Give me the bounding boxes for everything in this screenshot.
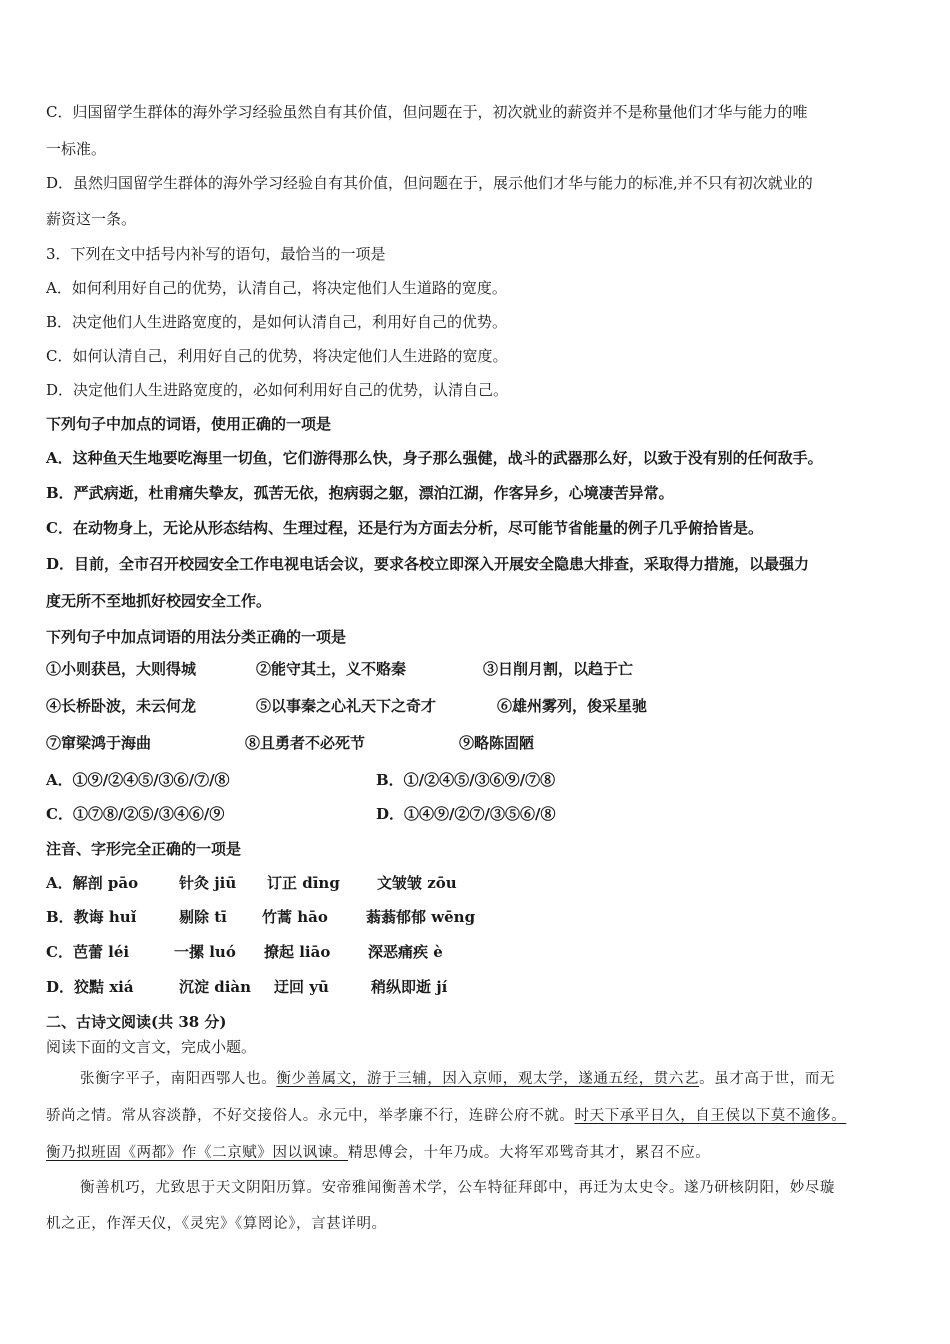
passage-text: 骄尚之情。常从容淡静，不好交接俗人。永元中，举孝廉不行，连辟公府不就。 bbox=[46, 1108, 575, 1124]
q4-option-b: B．严武病逝，杜甫痛失挚友，孤苦无依，抱病弱之躯，漂泊江湖，作客异乡，心境凄苦异常。 bbox=[46, 484, 674, 502]
q6-option-a-word-2: 针灸 jiū bbox=[179, 874, 237, 892]
section-2-heading: 二、古诗文阅读(共 38 分) bbox=[46, 1013, 227, 1031]
q3-option-d: D．决定他们人生进路宽度的，必如何利用好自己的优势，认清自己。 bbox=[46, 381, 509, 399]
q5-stem: 下列句子中加点词语的用法分类正确的一项是 bbox=[46, 628, 347, 646]
q3-stem: 3．下列在文中括号内补写的语句，最恰当的一项是 bbox=[46, 245, 386, 263]
q5-option-d: D．①④⑨/②⑦/③⑤⑥/⑧ bbox=[376, 805, 556, 823]
q3-option-b: B．决定他们人生进路宽度的，是如何认清自己，利用好自己的优势。 bbox=[46, 313, 508, 331]
q6-option-c-word-3: 撩起 liāo bbox=[264, 943, 331, 961]
underlined-sentence-1: 衡少善属文，游于三辅，因入京师，观太学，遂通五经，贯六艺 bbox=[276, 1071, 700, 1087]
q6-option-c-word-2: 一摞 luó bbox=[174, 943, 236, 961]
q6-option-b-word-1: B．教诲 huǐ bbox=[46, 908, 137, 926]
passage-text: 精思傅会，十年乃成。大将军邓骘奇其才，累召不应。 bbox=[348, 1145, 711, 1161]
q4-option-d-line2: 度无所不至地抓好校园安全工作。 bbox=[46, 592, 272, 610]
q6-option-b-word-4: 蓊蓊郁郁 wēng bbox=[366, 908, 476, 926]
section-2-instruction: 阅读下面的文言文，完成小题。 bbox=[46, 1038, 257, 1056]
q6-option-b-word-3: 竹蒿 hāo bbox=[262, 908, 328, 926]
q2-option-c-line2: 一标准。 bbox=[46, 140, 107, 158]
q5-item-6: ⑥雄州雾列，俊采星驰 bbox=[497, 697, 648, 715]
q6-option-a-word-3: 订正 dīng bbox=[267, 874, 340, 892]
passage-text: 。虽才高于世，而无 bbox=[699, 1071, 836, 1087]
q6-option-b-word-2: 剔除 tī bbox=[179, 908, 227, 926]
q5-item-8: ⑧且勇者不必死节 bbox=[245, 734, 366, 752]
q6-option-c-word-1: C．芭蕾 léi bbox=[46, 943, 130, 961]
q3-option-c: C．如何认清自己，利用好自己的优势，将决定他们人生进路的宽度。 bbox=[46, 347, 508, 365]
q4-stem: 下列句子中加点的词语，使用正确的一项是 bbox=[46, 415, 332, 433]
passage-text: 张衡字平子，南阳西鄂人也。 bbox=[80, 1071, 277, 1087]
q3-option-a: A．如何利用好自己的优势，认清自己，将决定他们人生道路的宽度。 bbox=[46, 279, 507, 297]
q6-stem: 注音、字形完全正确的一项是 bbox=[46, 840, 242, 858]
q5-option-c: C．①⑦⑧/②⑤/③④⑥/⑨ bbox=[46, 805, 225, 823]
q5-item-2: ②能守其土，义不赂秦 bbox=[256, 660, 407, 678]
q5-option-a: A．①⑨/②④⑤/③⑥/⑦/⑧ bbox=[46, 771, 230, 789]
q4-option-d-line1: D．目前，全市召开校园安全工作电视电话会议，要求各校立即深入开展安全隐患大排查，采取得力措施，以最强力 bbox=[46, 555, 810, 573]
passage-paragraph-2-line-1: 衡善机巧，尤致思于天文阴阳历算。安帝雅闻衡善术学，公车特征拜郎中，再迁为太史令。遂乃研核阴阳，妙尽璇 bbox=[80, 1180, 835, 1196]
q2-option-d-line2: 薪资这一条。 bbox=[46, 210, 137, 228]
passage-paragraph-1-line-1 bbox=[80, 1069, 835, 1089]
q6-option-c-word-4: 深恶痛疾 è bbox=[368, 943, 443, 961]
q6-option-a-word-4: 文皱皱 zōu bbox=[377, 874, 457, 892]
q6-option-a-word-1: A．解剖 pāo bbox=[46, 874, 139, 892]
q2-option-c-line1: C．归国留学生群体的海外学习经验虽然自有其价值，但问题在于，初次就业的薪资并不是称量他们才华与能力的唯 bbox=[46, 103, 808, 121]
underlined-sentence-3: 衡乃拟班固《两都》作《二京赋》因以讽谏。 bbox=[46, 1145, 348, 1161]
q4-option-c: C．在动物身上，无论从形态结构、生理过程，还是行为方面去分析，尽可能节省能量的例子几乎俯拾皆是。 bbox=[46, 519, 763, 537]
underlined-sentence-2: 时天下承平日久，自王侯以下莫不逾侈。 bbox=[574, 1108, 847, 1124]
passage-paragraph-2-line-2: 机之正，作浑天仪，《灵宪》《算罔论》，言甚详明。 bbox=[46, 1216, 387, 1232]
q6-option-d-word-3: 迂回 yū bbox=[274, 978, 329, 996]
q6-option-d-word-4: 稍纵即逝 jí bbox=[371, 978, 448, 996]
q5-item-4: ④长桥卧波，未云何龙 bbox=[46, 697, 197, 715]
q5-item-5: ⑤以事秦之心礼天下之奇才 bbox=[256, 697, 437, 715]
q5-option-b: B．①/②④⑤/③⑥⑨/⑦⑧ bbox=[376, 771, 556, 789]
q5-item-3: ③日削月割，以趋于亡 bbox=[483, 660, 634, 678]
q5-item-7: ⑦窜梁鸿于海曲 bbox=[46, 734, 152, 752]
q4-option-a: A．这种鱼天生地要吃海里一切鱼，它们游得那么快，身子那么强健，战斗的武器那么好，以致于没有别的任何敌手。 bbox=[46, 449, 823, 467]
q6-option-d-word-2: 沉淀 diàn bbox=[179, 978, 252, 996]
passage-paragraph-1-line-3 bbox=[46, 1143, 710, 1163]
q2-option-d-line1: D．虽然归国留学生群体的海外学习经验自有其价值，但问题在于，展示他们才华与能力的标准,并不只有初次就业的 bbox=[46, 174, 813, 192]
q5-item-1: ①小则获邑，大则得城 bbox=[46, 660, 197, 678]
q6-option-d-word-1: D．狡黠 xiá bbox=[46, 978, 134, 996]
q5-item-9: ⑨略陈固陋 bbox=[459, 734, 535, 752]
passage-paragraph-1-line-2 bbox=[46, 1106, 846, 1126]
